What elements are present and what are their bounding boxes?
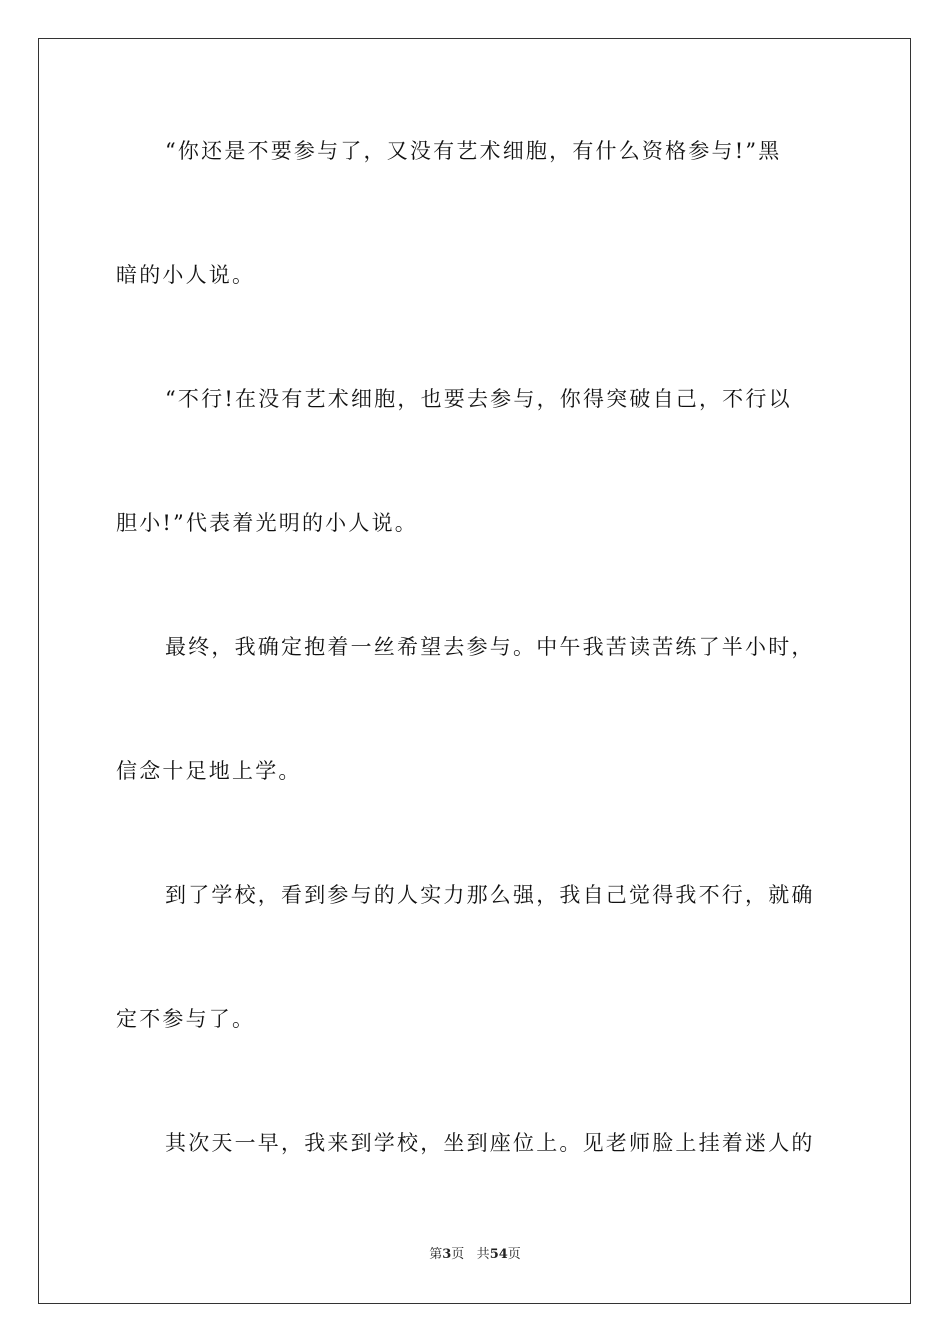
paragraph-line-4: 胆小!”代表着光明的小人说。	[116, 511, 418, 535]
paragraph-line-3: “不行!在没有艺术细胞，也要去参与，你得突破自己，不行以	[165, 387, 792, 411]
footer-page-suffix: 页	[451, 1247, 465, 1262]
page-footer	[0, 1246, 950, 1264]
paragraph-line-8: 定不参与了。	[116, 1007, 256, 1031]
paragraph-line-7: 到了学校，看到参与的人实力那么强，我自己觉得我不行，就确	[165, 883, 815, 907]
paragraph-line-6: 信念十足地上学。	[116, 759, 302, 783]
footer-page-number: 3	[442, 1247, 452, 1262]
footer-total-pages: 54	[489, 1247, 508, 1262]
footer-total-prefix: 共	[476, 1247, 490, 1262]
paragraph-line-5: 最终，我确定抱着一丝希望去参与。中午我苦读苦练了半小时，	[165, 635, 815, 659]
paragraph-line-9: 其次天一早，我来到学校，坐到座位上。见老师脸上挂着迷人的	[165, 1131, 815, 1155]
page-frame	[38, 38, 911, 1304]
paragraph-line-1: “你还是不要参与了，又没有艺术细胞，有什么资格参与!”黑	[165, 139, 782, 163]
footer-page-prefix: 第	[429, 1247, 443, 1262]
paragraph-line-2: 暗的小人说。	[116, 263, 256, 287]
footer-total-suffix: 页	[507, 1247, 521, 1262]
